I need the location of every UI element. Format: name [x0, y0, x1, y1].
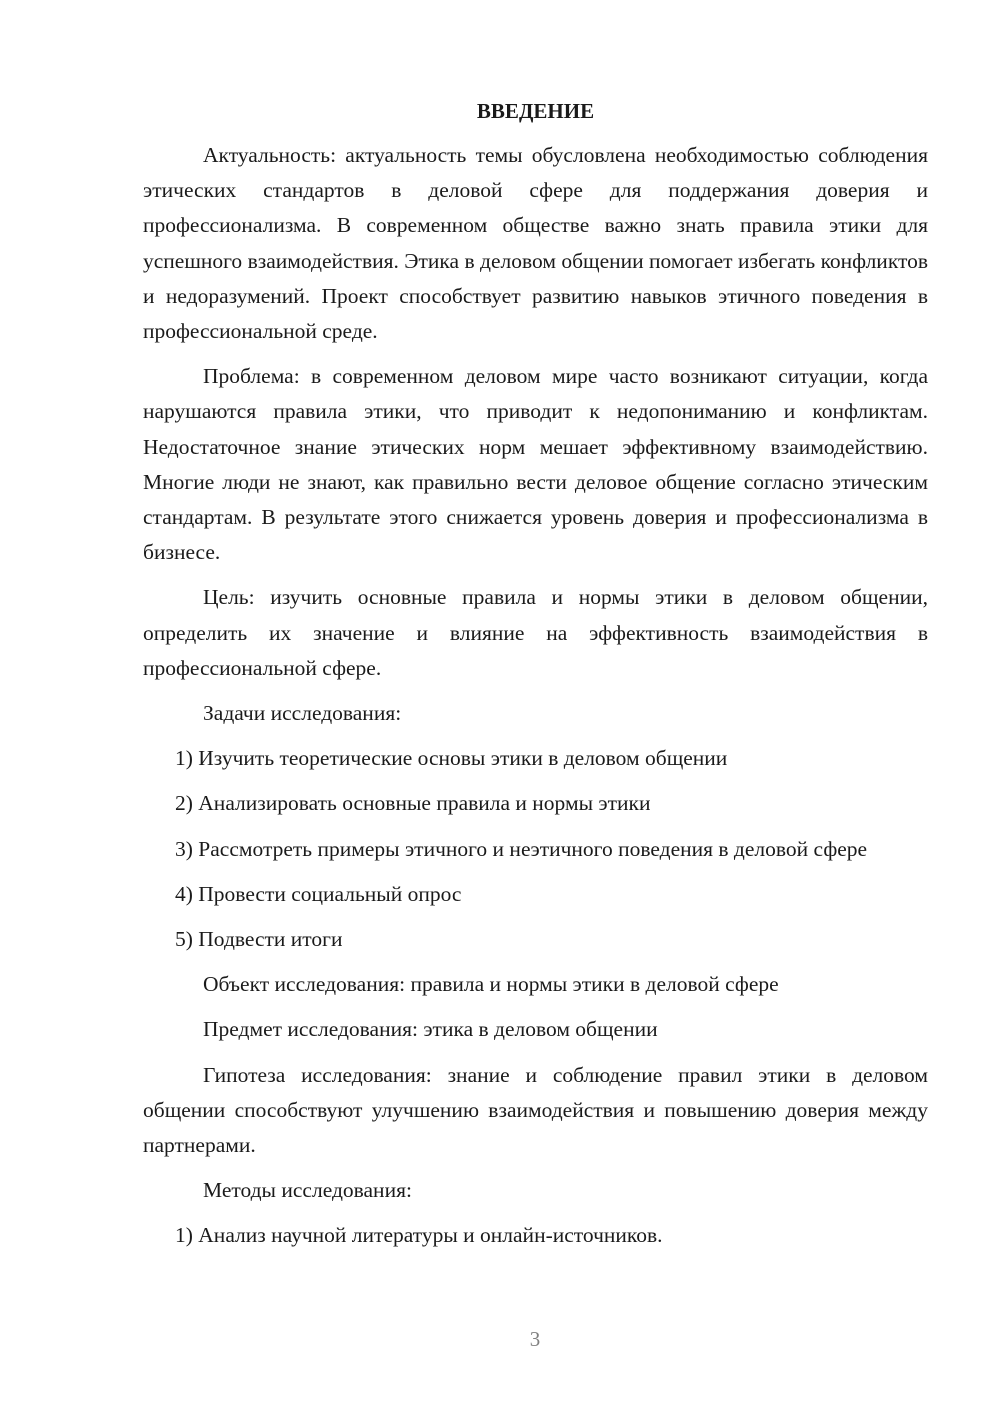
goal-paragraph: Цель: изучить основные правила и нормы этики в деловом общении, определить их значение и влияние на эффективность взаимодействия в профессиональной сфере. — [143, 585, 928, 680]
problem-paragraph: Проблема: в современном деловом мире часто возникают ситуации, когда нарушаются правила этики, что приводит к недопониманию и конфликтам. Недостаточное знание этических норм мешает эффективному взаимодействию. Многие люди не знают, как правильно вести деловое общение согласно этическим стандартам. В результате этого снижается уровень доверия и профессионализма в бизнесе. — [143, 364, 928, 565]
research-subject: Предмет исследования: этика в деловом общении — [203, 1017, 658, 1042]
task-item-3: 3) Рассмотреть примеры этичного и неэтичного поведения в деловой сфере — [175, 836, 868, 861]
document-page — [143, 96, 928, 1254]
research-object: Объект исследования: правила и нормы этики в деловой сфере — [203, 972, 779, 997]
tasks-heading: Задачи исследования: — [203, 701, 402, 726]
task-item-4: 4) Провести социальный опрос — [175, 881, 462, 906]
hypothesis-paragraph: Гипотеза исследования: знание и соблюдение правил этики в деловом общении способствуют улучшению взаимодействия и повышению доверия между партнерами. — [143, 1062, 928, 1158]
method-item-1: 1) Анализ научной литературы и онлайн-источников. — [175, 1223, 663, 1248]
methods-heading: Методы исследования: — [203, 1178, 412, 1203]
task-item-1: 1) Изучить теоретические основы этики в деловом общении — [175, 746, 728, 771]
page-number: 3 — [529, 1327, 541, 1351]
section-heading: ВВЕДЕНИЕ — [476, 99, 595, 123]
task-item-5: 5) Подвести итоги — [175, 927, 343, 952]
relevance-paragraph: Актуальность: актуальность темы обусловлена необходимостью соблюдения этических стандартов в деловой сфере для поддержания доверия и профессионализма. В современном обществе важно знать правила этики для успешного взаимодействия. Этика в деловом общении помогает избегать конфликтов и недоразумений. Проект способствует развитию навыков этичного поведения в профессиональной среде. — [143, 143, 928, 344]
task-item-2: 2) Анализировать основные правила и нормы этики — [175, 791, 651, 816]
